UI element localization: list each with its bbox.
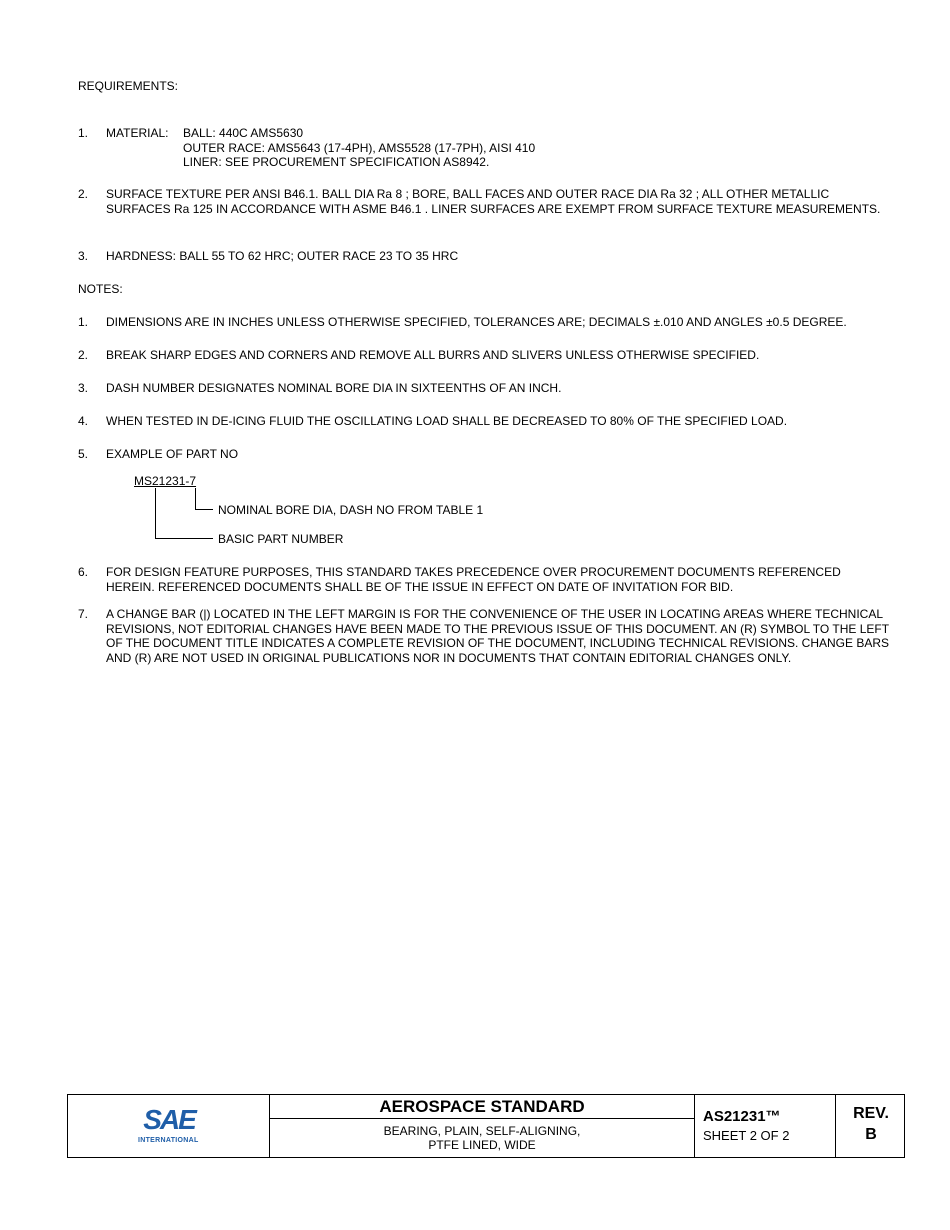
dash-callout-vertical: [195, 488, 196, 510]
example-part-number: MS21231-7: [134, 474, 197, 488]
note-text-example: EXAMPLE OF PART NO: [106, 447, 239, 461]
material-line-ball: BALL: 440C AMS5630: [183, 126, 304, 140]
sae-logo-text: INTERNATIONAL: [138, 1137, 199, 1144]
note-text-dash-number: DASH NUMBER DESIGNATES NOMINAL BORE DIA IN SIXTEENTHS OF AN INCH.: [106, 381, 562, 395]
note-text-dimensions: DIMENSIONS ARE IN INCHES UNLESS OTHERWISE SPECIFIED, TOLERANCES ARE; DECIMALS ±.010 AND ANGLES ±0.5 DEGREE.: [106, 315, 847, 329]
revision-label: REV.: [853, 1105, 889, 1122]
basic-callout-horizontal: [155, 538, 213, 539]
note-text-de-icing: WHEN TESTED IN DE-ICING FLUID THE OSCILLATING LOAD SHALL BE DECREASED TO 80% OF THE SPECIFIED LOAD.: [106, 414, 788, 428]
sae-logo-icon: [137, 1105, 201, 1133]
requirement-number: 3.: [78, 249, 89, 263]
note-text-change-bar: A CHANGE BAR (|) LOCATED IN THE LEFT MARGIN IS FOR THE CONVENIENCE OF THE USER IN LOCATING AREAS WHERE TECHNICAL REVISIONS, NOT EDITORIAL CHANGES HAVE BEEN MADE TO THE PREVIOUS ISSUE OF THIS DOCUMENT. AN (R) SYMBOL TO THE LEFT OF THE DOCUMENT TITLE INDICATES A COMPLETE REVISION OF THE DOCUMENT, INCLUDING TECHNICAL REVISIONS. CHANGE BARS AND (R) ARE NOT USED IN ORIGINAL PUBLICATIONS NOR IN DOCUMENTS THAT CONTAIN EDITORIAL CHANGES ONLY.: [106, 607, 890, 665]
requirements-heading: REQUIREMENTS:: [78, 79, 179, 93]
note-text-break-edges: BREAK SHARP EDGES AND CORNERS AND REMOVE ALL BURRS AND SLIVERS UNLESS OTHERWISE SPECIFIED.: [106, 348, 760, 362]
title-block-logo-cell: [68, 1095, 270, 1157]
material-label: MATERIAL:: [106, 126, 169, 140]
requirement-number: 2.: [78, 187, 89, 201]
requirement-text-hardness: HARDNESS: BALL 55 TO 62 HRC; OUTER RACE 23 TO 35 HRC: [106, 249, 459, 263]
notes-heading: NOTES:: [78, 282, 123, 296]
note-number: 7.: [78, 607, 89, 621]
note-number: 6.: [78, 565, 89, 579]
note-number: 3.: [78, 381, 89, 395]
subtitle-line-1: BEARING, PLAIN, SELF-ALIGNING,: [383, 1124, 581, 1138]
title-block-rev-cell: [836, 1095, 906, 1157]
title-block-title-cell: [270, 1095, 695, 1157]
sae-logo-letters: SAE: [143, 1105, 195, 1133]
requirement-text-surface-texture: SURFACE TEXTURE PER ANSI B46.1. BALL DIA Ra 8 ; BORE, BALL FACES AND OUTER RACE DIA Ra 32 ; ALL OTHER METALLIC SURFACES Ra 125 IN ACCORDANCE WITH ASME B46.1 . LINER SURFACES ARE EXEMPT FROM SURFACE TEXTURE MEASUREMENTS.: [106, 187, 881, 216]
basic-callout-label: BASIC PART NUMBER: [218, 532, 344, 546]
note-number: 1.: [78, 315, 89, 329]
note-text-design-feature: FOR DESIGN FEATURE PURPOSES, THIS STANDARD TAKES PRECEDENCE OVER PROCUREMENT DOCUMENTS REFERENCED HEREIN. REFERENCED DOCUMENTS SHALL BE OF THE ISSUE IN EFFECT ON DATE OF INVITATION FOR BID.: [106, 565, 841, 594]
document-number: AS21231™: [703, 1108, 781, 1125]
material-line-outer-race: OUTER RACE: AMS5643 (17-4PH), AMS5528 (17-7PH), AISI 410: [183, 140, 536, 155]
dash-callout-horizontal: [195, 509, 213, 510]
subtitle-line-2: PTFE LINED, WIDE: [428, 1138, 536, 1152]
standard-title: AEROSPACE STANDARD: [270, 1095, 694, 1119]
revision-value: B: [865, 1126, 877, 1143]
requirement-number: 1.: [78, 126, 89, 140]
document-subtitle: [270, 1124, 694, 1152]
dash-callout-label: NOMINAL BORE DIA, DASH NO FROM TABLE 1: [218, 503, 484, 517]
title-block-doc-cell: [695, 1095, 836, 1157]
note-number: 5.: [78, 447, 89, 461]
note-number: 2.: [78, 348, 89, 362]
material-line-liner: LINER: SEE PROCUREMENT SPECIFICATION AS8942.: [183, 155, 490, 169]
material-lines: [183, 126, 535, 170]
note-number: 4.: [78, 414, 89, 428]
basic-callout-vertical: [155, 488, 156, 539]
sheet-number: SHEET 2 OF 2: [703, 1128, 790, 1143]
title-block: [67, 1094, 905, 1158]
